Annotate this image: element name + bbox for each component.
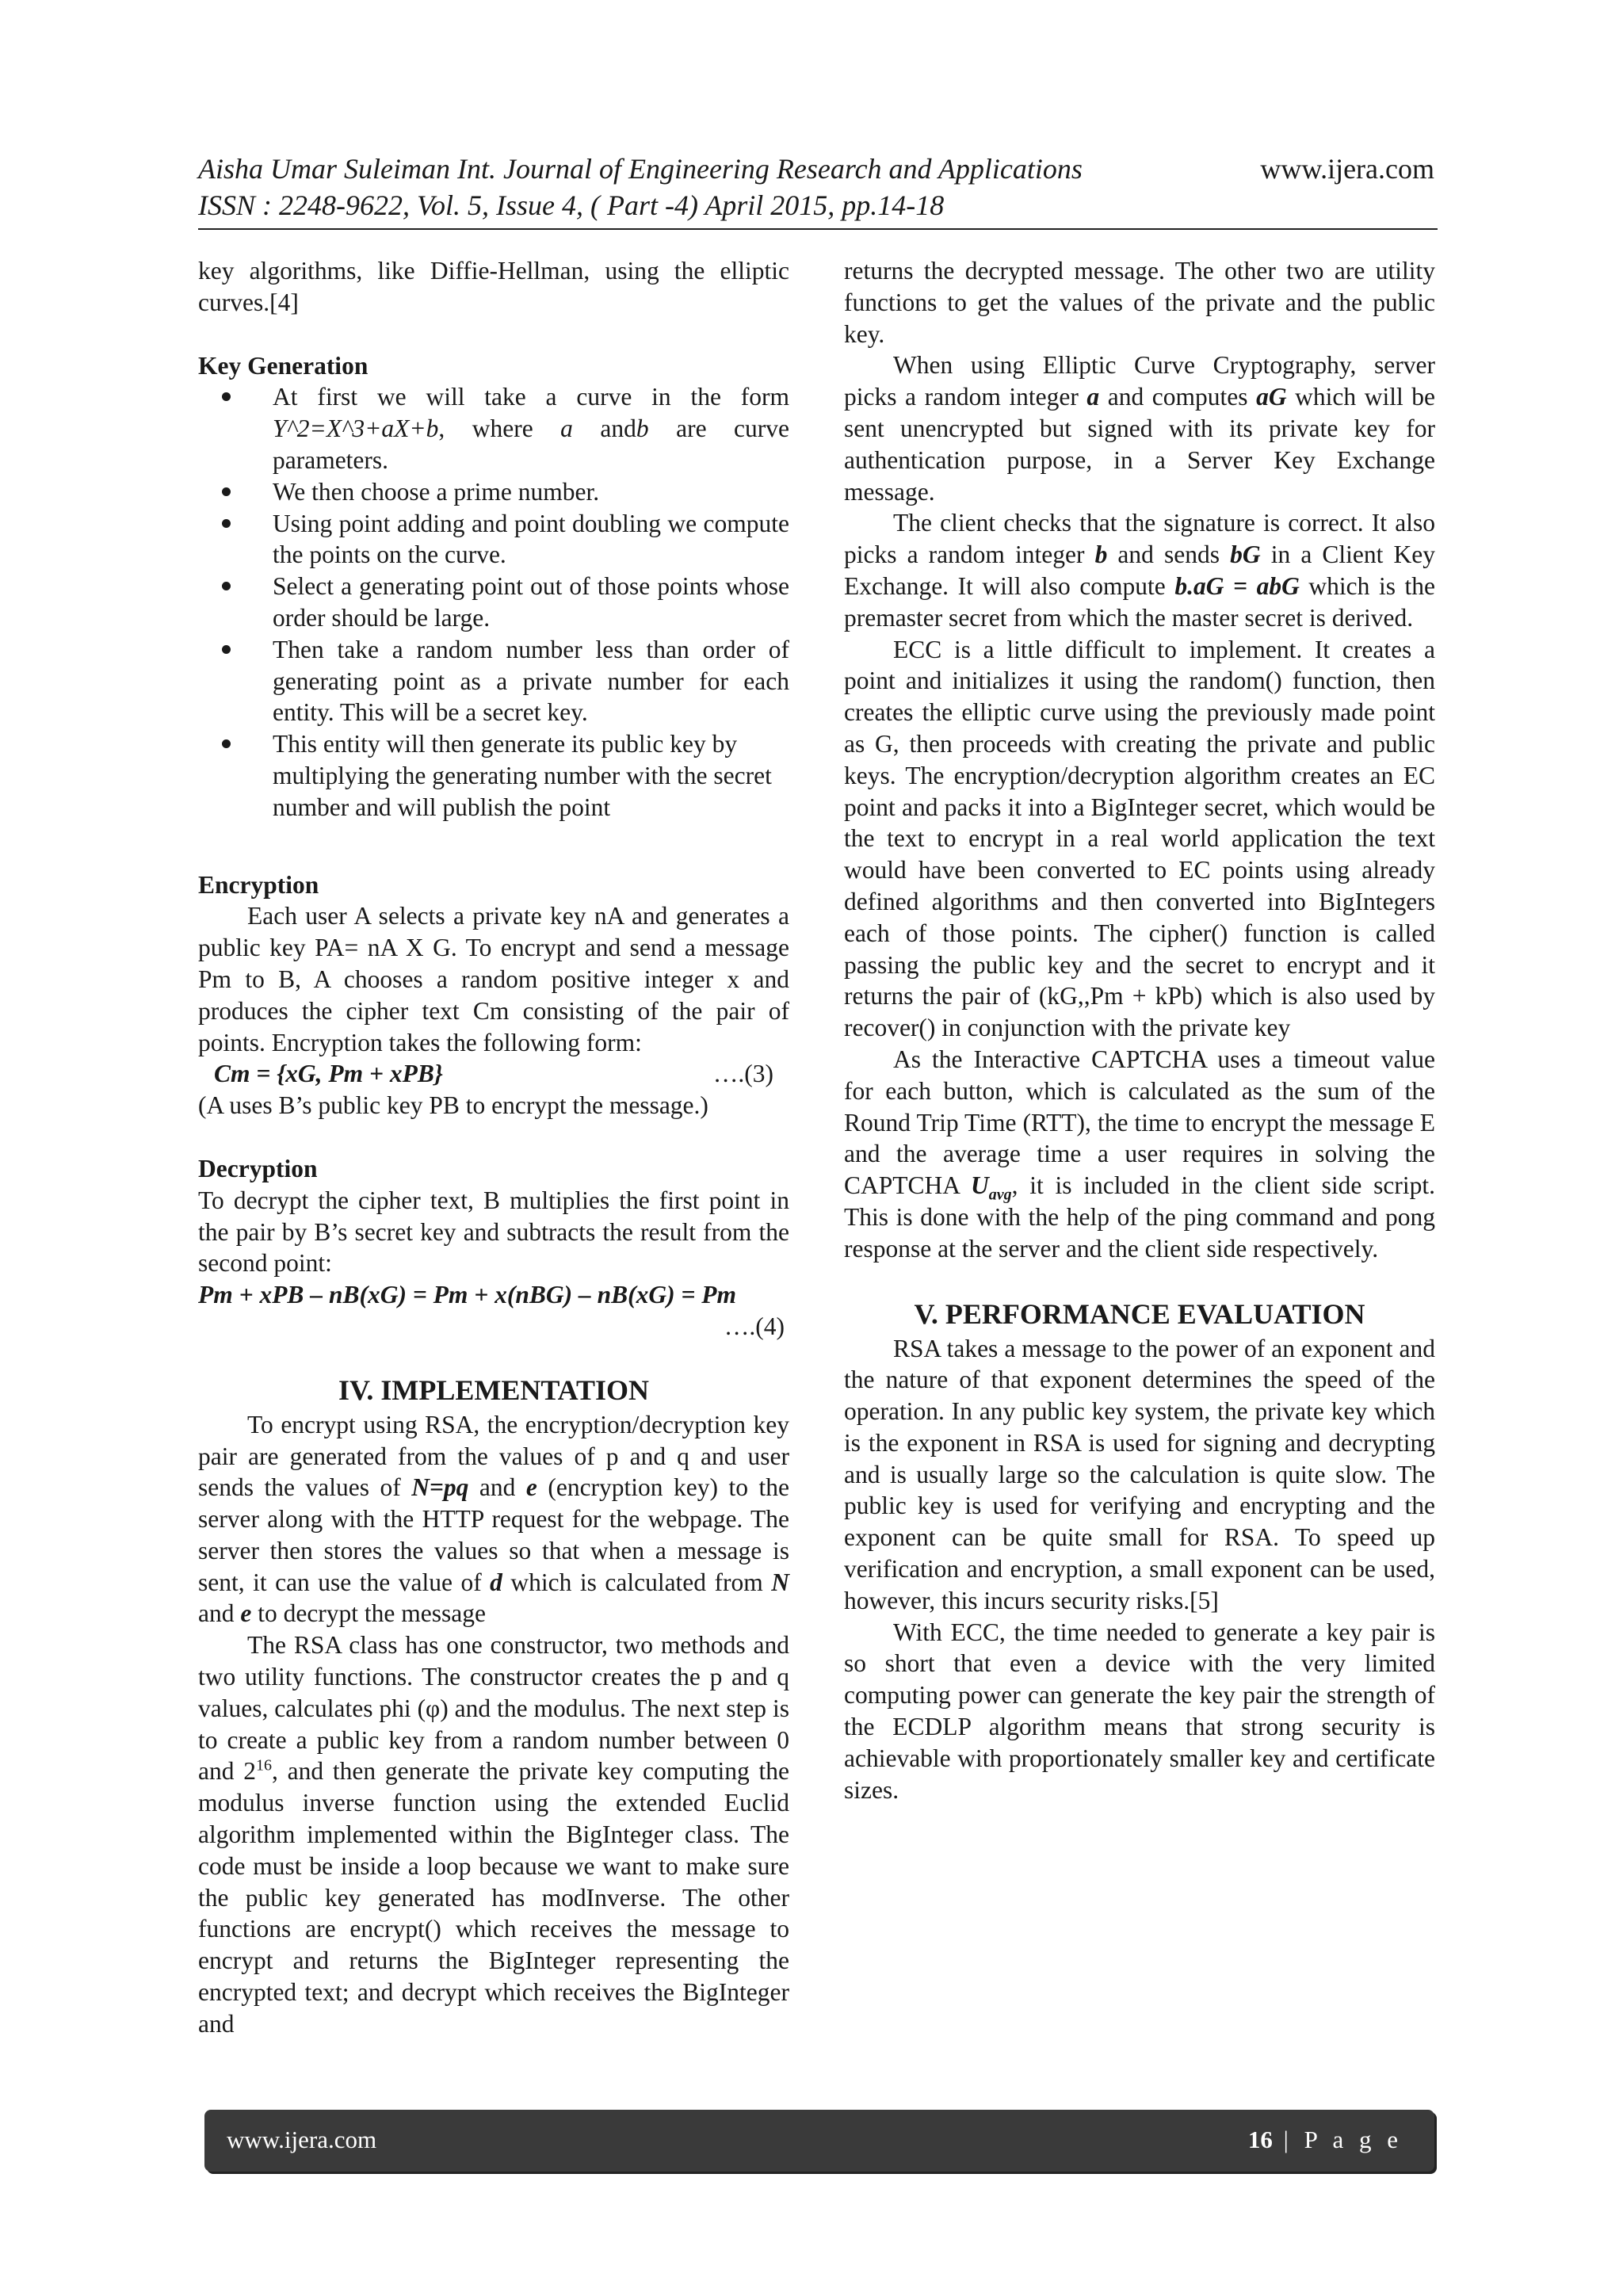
encryption-paragraph: Each user A selects a private key nA and generates a public key PA= nA X G. To encrypt and send a message Pm to B, A chooses a random positive integer x and produces the cipher text Cm consisting of the pair of points. Encryption takes the following form: [198,902,789,1056]
key-generation-heading: Key Generation [198,351,369,380]
list-item: We then choose a prime number. [198,476,789,508]
list-item: This entity will then generate its public key by multiplying the generating number with the secret number and will publish the point [198,728,789,823]
encryption-note: (A uses B’s public key PB to encrypt the message.) [198,1091,708,1120]
implementation-paragraph-2: The RSA class has one constructor, two methods and two utility functions. The constructor creates the p and q values, calculates phi (φ) and the modulus. The next step is to create a public key from a random number between 0 and $2^{16}$, and then generate the private key computing the modulus inverse function using the extended Euclid algorithm implemented within the BigInteger class. The code must be inside a loop because we want to make sure the public key generated has modInverse. The other functions are encrypt() which receives the message to encrypt and returns the BigInteger representing the encrypted text; and decrypt which receives the BigInteger and [198,1631,789,2038]
bullet-icon [222,739,231,748]
footer-site-link[interactable]: www.ijera.com [227,2126,377,2153]
list-item: At first we will take a curve in the form Y^2=X^3+aX+b, where a andb are curve parameters. [198,381,789,476]
encryption-heading: Encryption [198,870,319,899]
key-generation-list [198,381,789,823]
page-footer [204,2110,1434,2172]
decryption-paragraph: To decrypt the cipher text, B multiplies the first point in the pair by B’s secret key and subtracts the result from the second point: [198,1186,789,1278]
header-issn-line: ISSN : 2248-9622, Vol. 5, Issue 4, ( Part -4) April 2015, pp.14-18 [198,189,945,221]
ecc-implementation-paragraph: ECC is a little difficult to implement. It creates a point and initializes it using the random() function, then creates the elliptic curve using the previously made point as G, then proceeds with creating the private and public keys. The encryption/decryption algorithm creates an EC point and packs it into a BigInteger secret, which would be the text to encrypt in a real world application the text would have been converted to EC points using already defined algorithms and then converted into BigIntegers each of those points. The cipher() function is called passing the public key and the secret to encrypt and it returns the pair of (kG,,Pm + kPb) which is also used by recover() in conjunction with the private key [844,635,1435,1042]
implementation-heading: IV. IMPLEMENTATION [338,1373,650,1406]
bullet-icon [222,645,231,654]
continued-paragraph: returns the decrypted message. The other two are utility functions to get the values of the private and the public key. [844,257,1435,348]
list-item: Select a generating point out of those points whose order should be large. [198,571,789,634]
bullet-icon [222,519,231,528]
list-item: Using point adding and point doubling we compute the points on the curve. [198,508,789,571]
implementation-paragraph-1: To encrypt using RSA, the encryption/decryption key pair are generated from the values of p and q and user sends the values of N=pq and e (encryption key) to the server along with the HTTP request for the webpage. The server then stores the values so that when a message is sent, it can use the value of d which is calculated from N and e to decrypt the message [198,1410,789,1628]
equation-3 [198,1058,789,1090]
running-header [198,151,1434,223]
equation-3-number: ….(3) [712,1060,773,1088]
header-divider [198,228,1438,230]
equation-3-body: Cm = {xG, Pm + xPB} [214,1060,443,1088]
decryption-heading: Decryption [198,1154,318,1182]
intro-paragraph: key algorithms, like Diffie-Hellman, using the elliptic curves.[4] [198,257,789,316]
performance-paragraph-1: RSA takes a message to the power of an exponent and the nature of that exponent determines the speed of the operation. In any public key system, the private key which is the exponent in RSA is used for signing and decrypting and is usually large so the calculation is quite slow. The public key is used for verifying and encrypting and the exponent can be quite small for RSA. To speed up verification and encryption, a small exponent can be used, however, this incurs security risks.[5] [844,1334,1435,1614]
right-column [844,255,1435,1805]
page-number-value: 16 [1247,2126,1273,2153]
bullet-icon [222,392,231,401]
left-column [198,255,789,2040]
ecc-client-paragraph: The client checks that the signature is correct. It also picks a random integer b and sends bG in a Client Key Exchange. It will also compute b.aG = abG which is the premaster secret from which the master secret is derived. [844,509,1436,632]
header-journal-line: Aisha Umar Suleiman Int. Journal of Engineering Research and Applications [198,153,1083,185]
bullet-icon [222,582,231,590]
performance-paragraph-2: With ECC, the time needed to generate a key pair is so short that even a device with the very limited computing power can generate the key pair the strength of the ECDLP algorithm means that strong security is achievable with proportionately smaller key and certificate sizes. [844,1618,1435,1804]
equation-4-body: Pm + xPB – nB(xG) = Pm + x(nBG) – nB(xG) = Pm [198,1281,737,1309]
page-label: | P a g e [1272,2126,1403,2153]
equation-4-number: ….(4) [724,1312,785,1340]
performance-heading: V. PERFORMANCE EVALUATION [914,1297,1365,1330]
list-item: Then take a random number less than order of generating point as a private number for each entity. This will be a secret key. [198,634,789,728]
header-site-link[interactable]: www.ijera.com [1260,153,1434,185]
bullet-icon [222,487,231,496]
captcha-timeout-paragraph: As the Interactive CAPTCHA uses a timeout value for each button, which is calculated as the sum of the Round Trip Time (RTT), the time to encrypt the message E and the average time a user requires in solving the CAPTCHA $U_{avg}$, it is included in the client side script. This is done with the help of the ping command and pong response at the server and the client side respectively. [844,1045,1435,1263]
page-number [1248,2126,1403,2154]
ecc-server-paragraph: When using Elliptic Curve Cryptography, server picks a random integer a and computes aG which will be sent unencrypted but signed with its private key for authentication purpose, in a Server Key Exchange message. [844,351,1435,506]
